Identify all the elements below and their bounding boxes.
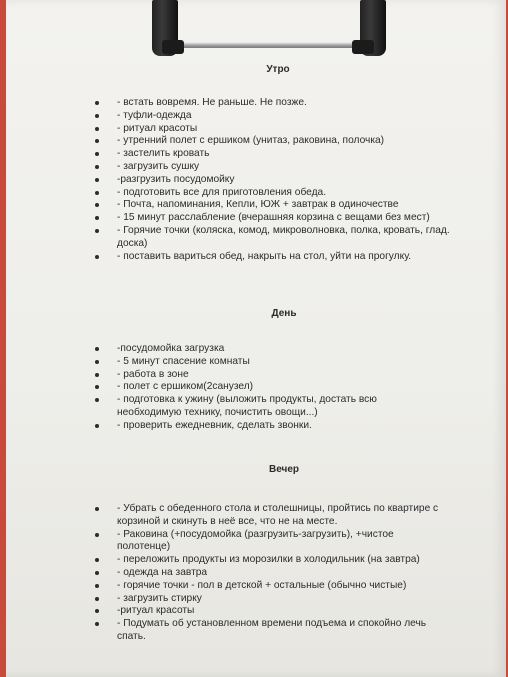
- list-item: - 5 минут спасение комнаты: [95, 356, 435, 369]
- list-item: - утренний полет с ершиком (унитаз, раковина, полочка): [95, 135, 465, 148]
- list-item: - туфли-одежда: [95, 110, 465, 123]
- list-item: - загрузить стирку: [95, 593, 445, 606]
- list-item: - Горячие точки (коляска, комод, микроволновка, полка, кровать, глад. доска): [95, 225, 465, 251]
- list-item: -ритуал красоты: [95, 605, 445, 618]
- list-morning: [95, 97, 465, 263]
- clip-foot-right: [352, 40, 374, 54]
- list-item: - проверить ежедневник, сделать звонки.: [95, 420, 435, 433]
- list-item: - 15 минут расслабление (вчерашняя корзина с вещами без мест): [95, 212, 465, 225]
- section-title-morning: Утро: [266, 64, 290, 75]
- list-item: - Раковина (+посудомойка (разгрузить-загрузить), +чистое полотенце): [95, 529, 445, 555]
- list-item: - Убрать с обеденного стола и столешницы, пройтись по квартире с корзиной и скинуть в неё все, что не на месте.: [95, 503, 445, 529]
- list-item: - встать вовремя. Не раньше. Не позже.: [95, 97, 465, 110]
- list-item: - подготовка к ужину (выложить продукты, достать всю необходимую технику, почистить овощи...): [95, 394, 435, 420]
- list-item: -посудомойка загрузка: [95, 343, 435, 356]
- list-item: -разгрузить посудомойку: [95, 174, 465, 187]
- list-item: - переложить продукты из морозилки в холодильник (на завтра): [95, 554, 445, 567]
- list-item: - горячие точки - пол в детской + остальные (обычно чистые): [95, 580, 445, 593]
- list-item: - подготовить все для приготовления обеда.: [95, 187, 465, 200]
- list-item: - Подумать об установленном времени подъема и спокойно лечь спать.: [95, 618, 445, 644]
- list-item: - работа в зоне: [95, 369, 435, 382]
- list-evening: [95, 503, 445, 644]
- list-item: - поставить вариться обед, накрыть на стол, уйти на прогулку.: [95, 251, 465, 264]
- section-title-evening: Вечер: [268, 464, 299, 475]
- list-item: - застелить кровать: [95, 148, 465, 161]
- list-item: - ритуал красоты: [95, 123, 465, 136]
- clip-bar: [176, 42, 374, 48]
- list-item: - одежда на завтра: [95, 567, 445, 580]
- section-title-day: День: [271, 308, 297, 319]
- clip-foot-left: [162, 40, 184, 54]
- list-item: - полет с ершиком(2санузел): [95, 381, 435, 394]
- list-day: [95, 343, 435, 433]
- list-item: - загрузить сушку: [95, 161, 465, 174]
- list-item: - Почта, напоминания, Кепли, ЮЖ + завтрак в одиночестве: [95, 199, 465, 212]
